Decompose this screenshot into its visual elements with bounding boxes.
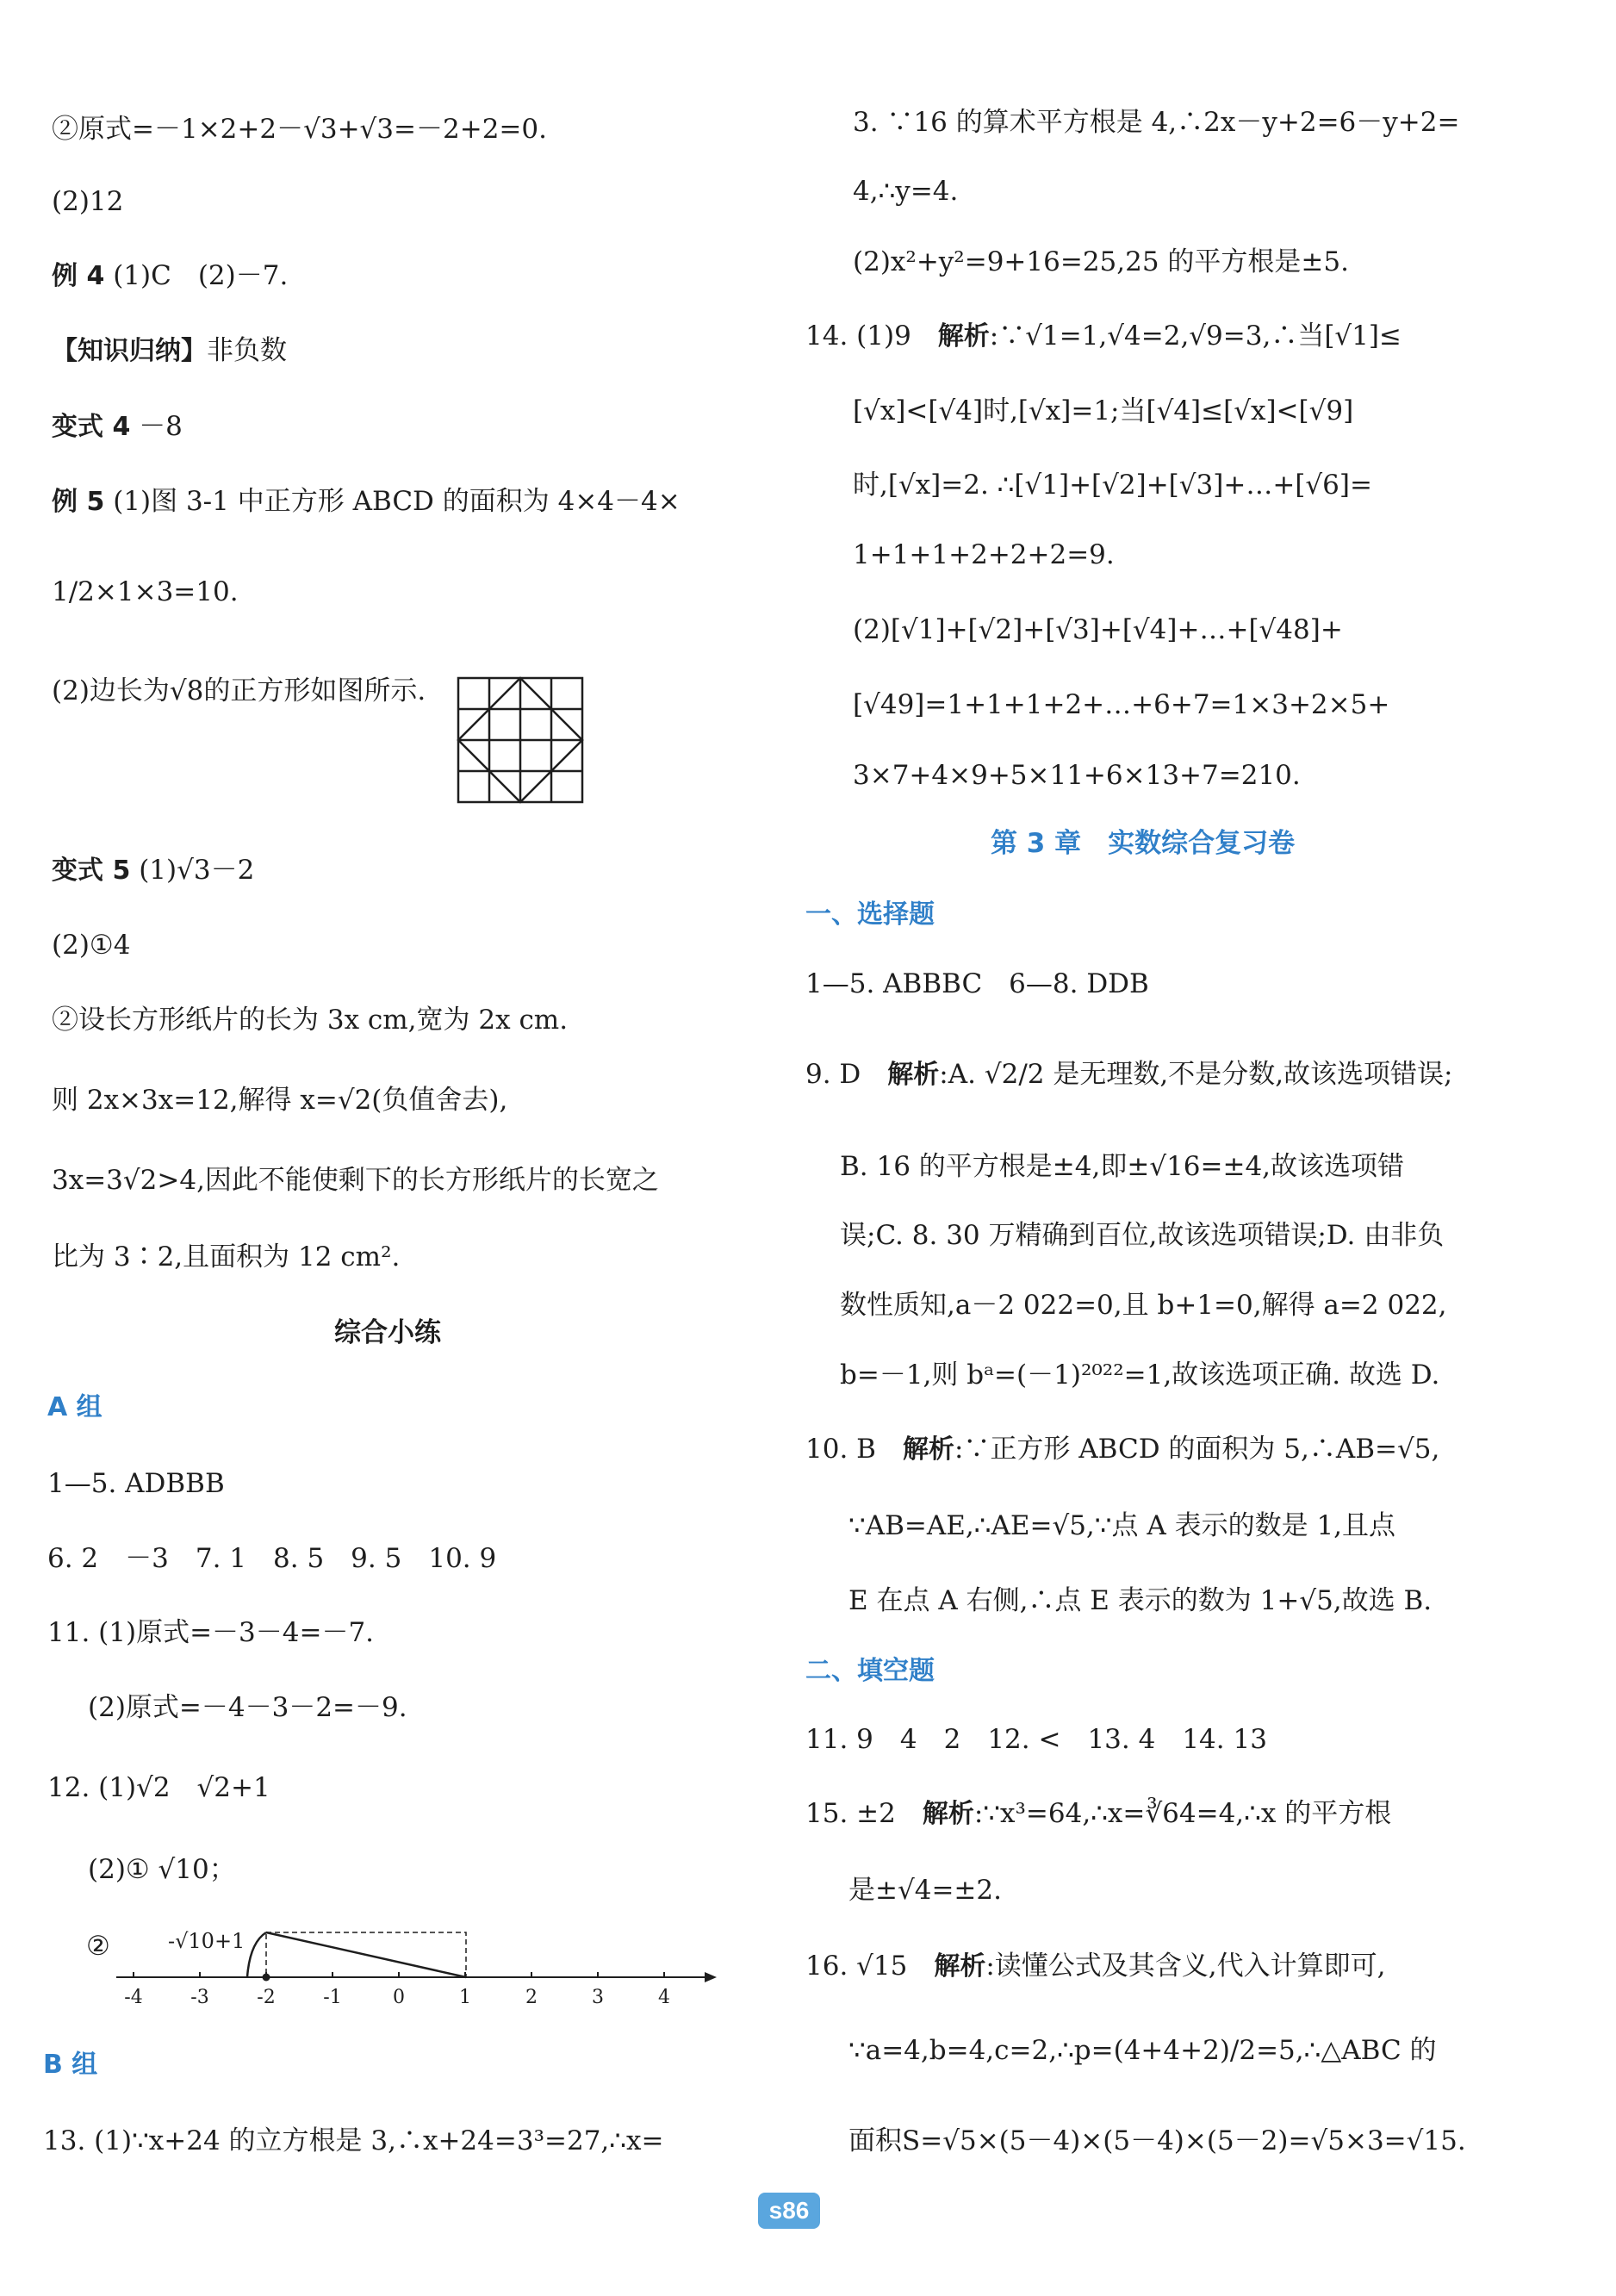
- left-line-21: 12. (1)√2 √2+1: [47, 1772, 270, 1803]
- left-line-20: (2)原式=－4－3－2=－9.: [88, 1692, 407, 1723]
- left-line-5: [52, 408, 183, 446]
- right-line-5: [√x]<[√4]时,[√x]=1;当[√4]≤[√x]<[√9]: [853, 395, 1354, 426]
- analysis-label: 解析: [937, 321, 990, 352]
- right-line-16: 误;C. 8. 30 万精确到百位,故该选项错误;D. 由非负: [840, 1220, 1445, 1251]
- answer-number: 9. D: [805, 1059, 888, 1090]
- right-line-10: 3×7+4×9+5×11+6×13+7=210.: [853, 760, 1301, 791]
- right-line-25: 是±√4=±2.: [848, 1875, 1002, 1906]
- left-line-19: 11. (1)原式=－3－4=－7.: [47, 1617, 375, 1648]
- right-line-18: b=－1,则 bᵃ=(－1)²⁰²²=1,故该选项正确. 故选 D.: [840, 1360, 1440, 1391]
- right-line-1: 3. ∵16 的算术平方根是 4,∴2x－y+2=6－y+2=: [853, 107, 1460, 138]
- left-line-22: (2)① √10；: [88, 1854, 236, 1885]
- numberline-tick-label: 4: [658, 1987, 670, 2008]
- right-line-3: (2)x²+y²=9+16=25,25 的平方根是±5.: [853, 246, 1349, 277]
- numberline-tick-label: -3: [190, 1987, 209, 2008]
- section-title-practice: 综合小练: [334, 1317, 441, 1348]
- left-line-6: [52, 482, 681, 521]
- example-label: 例 5: [52, 487, 105, 517]
- left-line-10: (2)①4: [52, 930, 131, 961]
- page-number: s86: [758, 2193, 820, 2229]
- left-line-3: [52, 257, 288, 296]
- left-line-17: 1—5. ADBBB: [47, 1468, 225, 1499]
- numberline-tick-label: -2: [257, 1987, 276, 2008]
- numberline-tick-label: 0: [393, 1987, 405, 2008]
- group-a-heading: A 组: [47, 1392, 103, 1422]
- right-line-4: [805, 317, 1402, 356]
- knowledge-text: 非负数: [207, 335, 287, 366]
- left-line-9: [52, 851, 254, 890]
- analysis-text: :∵√1=1,√4=2,√9=3,∴当[√1]≤: [989, 320, 1402, 352]
- right-line-21: E 在点 A 右侧,∴点 E 表示的数为 1+√5,故选 B.: [848, 1585, 1433, 1616]
- right-line-15: B. 16 的平方根是±4,即±√16=±4,故该选项错: [840, 1151, 1405, 1182]
- right-line-17: 数性质知,a－2 022=0,且 b+1=0,解得 a=2 022,: [840, 1290, 1447, 1321]
- left-line-14: 比为 3∶2,且面积为 12 cm².: [52, 1241, 401, 1272]
- answer-number: 16. √15: [805, 1951, 935, 1982]
- left-line-2: (2)12: [52, 186, 124, 217]
- right-line-24: [805, 1795, 1391, 1833]
- left-line-18: 6. 2 －3 7. 1 8. 5 9. 5 10. 9: [47, 1543, 497, 1574]
- analysis-label: 解析: [902, 1434, 954, 1465]
- right-line-19: [805, 1430, 1439, 1469]
- group-b-heading: B 组: [43, 2050, 98, 2080]
- numberline-tick-label: 2: [525, 1987, 538, 2008]
- numberline-tick-label: 1: [459, 1987, 471, 2008]
- example-label: 例 4: [52, 261, 105, 291]
- left-line-12: 则 2x×3x=12,解得 x=√2(负值舍去),: [52, 1085, 508, 1116]
- analysis-label: 解析: [887, 1060, 940, 1090]
- example-text: (1)图 3-1 中正方形 ABCD 的面积为 4×4－4×: [113, 486, 681, 517]
- variant-text: (1)√3－2: [139, 855, 255, 886]
- right-line-28: 面积S=√5×(5－4)×(5－4)×(5－2)=√5×3=√15.: [848, 2125, 1466, 2156]
- knowledge-label: 【知识归纳】: [52, 336, 207, 366]
- left-line-1: ②原式=－1×2+2－√3+√3=－2+2=0.: [52, 114, 547, 145]
- right-line-6: 时,[√x]=2. ∴[√1]+[√2]+[√3]+…+[√6]=: [853, 470, 1372, 501]
- numberline-tick-label: 3: [592, 1987, 604, 2008]
- left-line-7: 1/2×1×3=10.: [52, 576, 239, 607]
- numberline-tick-label: -4: [124, 1987, 143, 2008]
- numberline-label: -√10+1: [168, 1929, 246, 1953]
- right-line-2: 4,∴y=4.: [853, 176, 959, 207]
- left-line-13: 3x=3√2>4,因此不能使剩下的长方形纸片的长宽之: [52, 1165, 659, 1196]
- right-line-20: ∵AB=AE,∴AE=√5,∵点 A 表示的数是 1,且点: [848, 1510, 1396, 1541]
- analysis-text: :∵正方形 ABCD 的面积为 5,∴AB=√5,: [954, 1434, 1440, 1465]
- left-line-25: 13. (1)∵x+24 的立方根是 3,∴x+24=3³=27,∴x=: [43, 2125, 664, 2156]
- answer-number: 15. ±2: [805, 1798, 923, 1829]
- right-line-23: 11. 9 4 2 12. < 13. 4 14. 13: [805, 1724, 1267, 1755]
- numberline-tick-label: -1: [323, 1987, 342, 2008]
- right-line-27: ∵a=4,b=4,c=2,∴p=(4+4+2)/2=5,∴△ABC 的: [848, 2035, 1437, 2066]
- chapter-title: 第 3 章 实数综合复习卷: [991, 828, 1296, 859]
- answer-number: 14. (1)9: [805, 320, 938, 352]
- right-line-26: [805, 1947, 1386, 1986]
- left-line-4: [52, 332, 287, 370]
- left-line-8: (2)边长为√8的正方形如图所示.: [52, 675, 426, 706]
- right-line-14: [805, 1055, 1453, 1094]
- variant-text: －8: [139, 411, 183, 442]
- variant-label: 变式 5: [52, 856, 131, 886]
- analysis-label: 解析: [922, 1799, 974, 1829]
- analysis-label: 解析: [934, 1951, 986, 1982]
- analysis-text: :∵x³=64,∴x=∛64=4,∴x 的平方根: [973, 1798, 1392, 1829]
- numberline-marker: ②: [86, 1931, 110, 1962]
- number-line-figure: [103, 1917, 724, 2020]
- analysis-text: :读懂公式及其含义,代入计算即可,: [985, 1951, 1386, 1982]
- right-line-7: 1+1+1+2+2+2=9.: [853, 539, 1115, 570]
- analysis-text: :A. √2/2 是无理数,不是分数,故该选项错误;: [939, 1059, 1453, 1090]
- answer-number: 10. B: [805, 1434, 903, 1465]
- right-line-8: (2)[√1]+[√2]+[√3]+[√4]+…+[√48]+: [853, 614, 1343, 645]
- right-line-9: [√49]=1+1+1+2+…+6+7=1×3+2×5+: [853, 689, 1390, 720]
- section-fill-heading: 二、填空题: [805, 1656, 935, 1686]
- section-choice-heading: 一、选择题: [805, 899, 935, 930]
- grid-square-figure: [457, 676, 584, 804]
- variant-label: 变式 4: [52, 412, 131, 442]
- example-text: (1)C (2)－7.: [113, 260, 289, 291]
- left-line-11: ②设长方形纸片的长为 3x cm,宽为 2x cm.: [52, 1005, 569, 1036]
- right-line-13: 1—5. ABBBC 6—8. DDB: [805, 968, 1149, 999]
